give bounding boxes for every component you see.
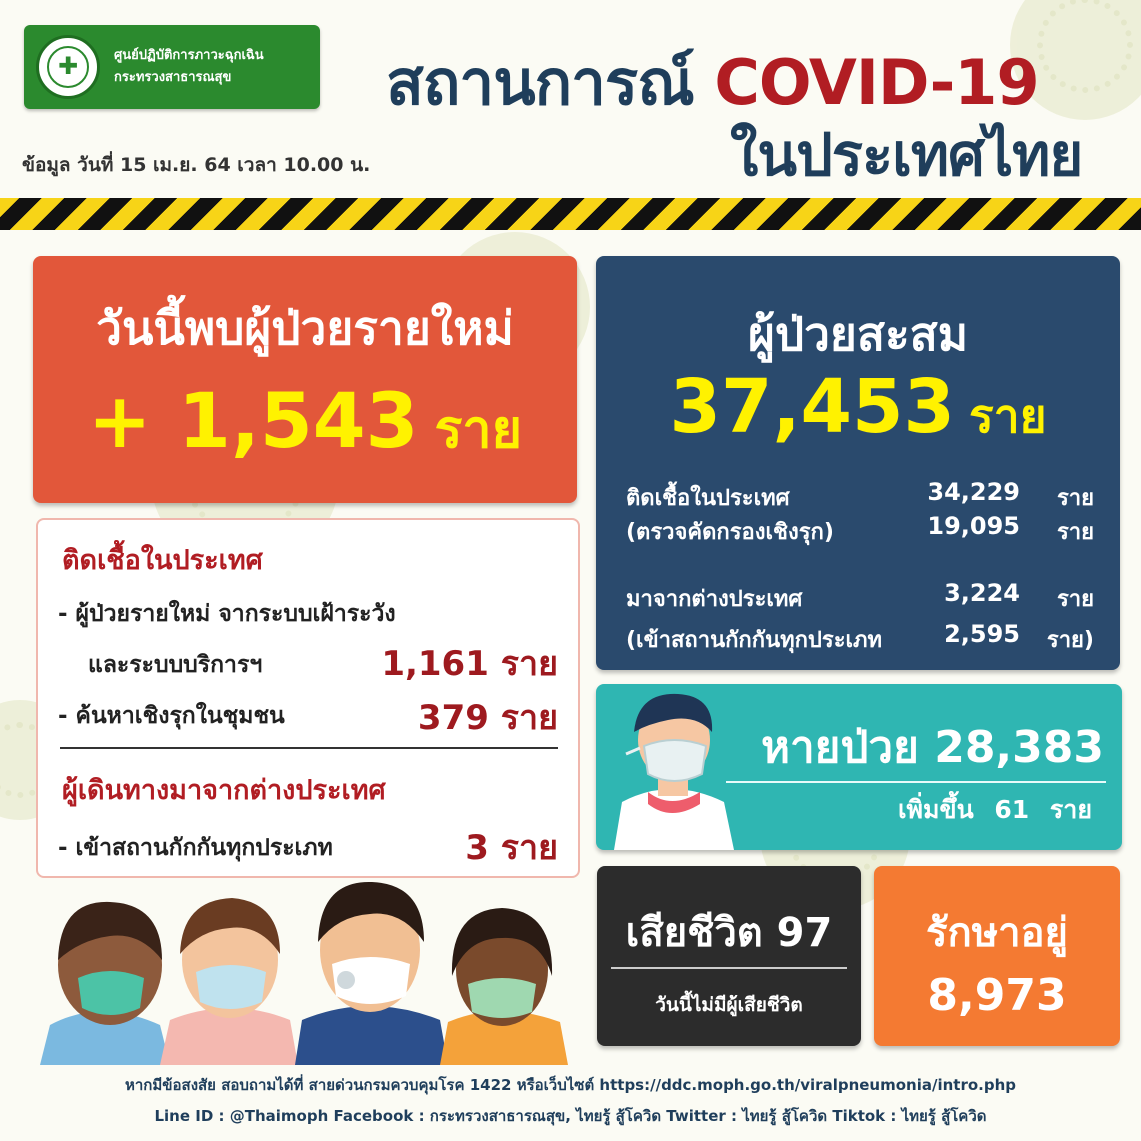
new-cases-value xyxy=(33,376,577,470)
treatment-panel xyxy=(874,866,1120,1046)
cumulative-row-unit: ราย xyxy=(1056,587,1094,612)
hazard-stripe-divider xyxy=(0,198,1141,230)
new-cases-unit: ราย xyxy=(434,400,523,460)
cumulative-row-unit: ราย) xyxy=(1046,628,1094,653)
surveillance-value: 1,161 ราย xyxy=(381,644,558,684)
quarantine-value: 3 ราย xyxy=(465,828,558,868)
domestic-heading: ติดเชื้อในประเทศ xyxy=(62,545,263,576)
recovered-value: หายป่วย 28,383 xyxy=(760,722,1104,773)
org-name-line2: กระทรวงสาธารณสุข xyxy=(114,70,232,85)
cumulative-value xyxy=(596,364,1120,453)
cumulative-row-value: 3,224 xyxy=(944,579,1020,607)
footer-social: Line ID : @Thaimoph Facebook : กระทรวงสาธารณสุข, ไทยรู้ สู้โควิด Twitter : ไทยรู้ สู้โควิด Tiktok : ไทยรู้ สู้โควิด xyxy=(154,1107,987,1125)
deaths-note: วันนี้ไม่มีผู้เสียชีวิต xyxy=(655,994,803,1016)
page-subtitle: ในประเทศไทย xyxy=(730,121,1083,189)
title-covid: COVID-19 xyxy=(714,46,1039,119)
cumulative-row-value: 19,095 xyxy=(927,512,1020,540)
cumulative-row-label: มาจากต่างประเทศ xyxy=(626,587,803,612)
org-logo-banner xyxy=(24,25,320,109)
divider xyxy=(726,781,1106,783)
divider xyxy=(611,967,847,969)
footer-contact: หากมีข้อสงสัย สอบถามได้ที่ สายด่วนกรมควบคุมโรค 1422 หรือเว็บไซต์ https://ddc.moph.go.th/viralpneumonia/intro.php xyxy=(125,1076,1016,1094)
travel-heading: ผู้เดินทางมาจากต่างประเทศ xyxy=(62,775,386,806)
title-prefix: สถานการณ์ xyxy=(386,46,694,119)
treatment-label: รักษาอยู่ xyxy=(926,910,1068,956)
quarantine-label: - เข้าสถานกักกันทุกประเภท xyxy=(58,835,333,861)
masked-people-illustration xyxy=(40,880,580,1065)
cumulative-row-label: (เข้าสถานกักกันทุกประเภท xyxy=(626,628,883,653)
community-label: - ค้นหาเชิงรุกในชุมชน xyxy=(58,703,285,729)
deaths-value: เสียชีวิต 97 xyxy=(625,910,833,956)
treatment-value: 8,973 xyxy=(927,970,1067,1021)
data-date: ข้อมูล วันที่ 15 เม.ย. 64 เวลา 10.00 น. xyxy=(22,154,371,176)
cumulative-unit: ราย xyxy=(969,389,1047,443)
recovered-panel xyxy=(596,684,1122,850)
community-value: 379 ราย xyxy=(417,698,558,738)
org-name xyxy=(114,45,264,89)
deaths-panel xyxy=(597,866,861,1046)
org-name-line1: ศูนย์ปฏิบัติการภาวะฉุกเฉิน xyxy=(114,48,264,63)
new-cases-number: + 1,543 xyxy=(87,376,419,465)
cumulative-row-value: 2,595 xyxy=(944,620,1020,648)
new-cases-title: วันนี้พบผู้ป่วยรายใหม่ xyxy=(96,301,514,355)
surveillance-label-line2: และระบบบริการฯ xyxy=(88,652,263,678)
recovered-person-illustration xyxy=(596,684,746,850)
cumulative-row-value: 34,229 xyxy=(927,478,1020,506)
divider xyxy=(60,747,558,749)
cumulative-row-label: ติดเชื้อในประเทศ xyxy=(626,486,790,511)
cumulative-panel xyxy=(596,256,1120,670)
surveillance-label-line1: - ผู้ป่วยรายใหม่ จากระบบเฝ้าระวัง xyxy=(58,601,396,627)
new-cases-breakdown xyxy=(36,518,580,878)
cumulative-row-unit: ราย xyxy=(1056,486,1094,511)
cumulative-number: 37,453 xyxy=(669,364,956,450)
cumulative-row-label: (ตรวจคัดกรองเชิงรุก) xyxy=(626,520,834,545)
cumulative-row-unit: ราย xyxy=(1056,520,1094,545)
recovered-increase: เพิ่มขึ้น 61 ราย xyxy=(898,795,1092,824)
new-cases-panel xyxy=(33,256,577,503)
ministry-seal-icon xyxy=(36,35,100,99)
cumulative-title: ผู้ป่วยสะสม xyxy=(747,307,969,361)
